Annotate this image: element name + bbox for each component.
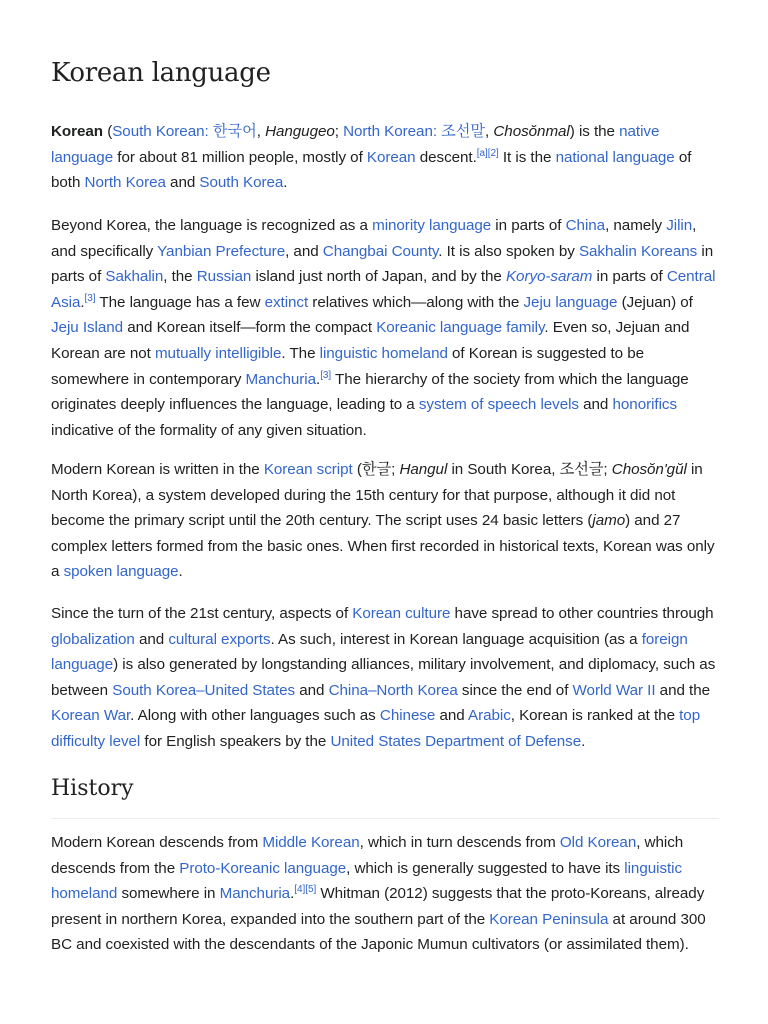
text: The hierarchy of the society from which the language originates deeply influences the language, leading to a [51, 370, 689, 414]
paragraph-script [51, 457, 719, 585]
link-proto-koreanic[interactable]: Proto-Koreanic language [179, 859, 347, 877]
link-national-language[interactable]: national language [555, 148, 675, 166]
link-korean-script[interactable]: Korean script [263, 461, 353, 478]
text: relatives which—along with the [308, 293, 524, 311]
page-title: Korean language [51, 58, 271, 88]
bold-term: Korean [51, 123, 104, 140]
text: , the [163, 268, 197, 286]
intro-paragraph [51, 119, 719, 196]
text: . As such, interest in Korean language acquisition (as a [270, 630, 642, 648]
text: indicative of the formality of any given situation. [51, 421, 367, 439]
heading-divider [51, 818, 719, 819]
text: and [295, 681, 329, 699]
link-central-asia[interactable]: Central Asia [51, 268, 716, 311]
text: , which descends from the [51, 834, 684, 877]
section-heading-history: History [51, 776, 134, 801]
paragraph-history [51, 830, 719, 958]
link-middle-korean[interactable]: Middle Korean [262, 834, 360, 851]
citation[interactable]: [a][2] [476, 147, 499, 159]
link-sk-us[interactable]: South Korea–United States [112, 681, 296, 699]
link-koryo-saram[interactable]: Koryo-saram [505, 268, 593, 286]
text: . The [281, 344, 320, 362]
text: (한글; [352, 461, 400, 478]
paragraph-21st-century [51, 601, 719, 755]
link-yanbian[interactable]: Yanbian Prefecture [157, 242, 286, 260]
link-korean[interactable]: Korean [366, 148, 416, 166]
link-old-korean[interactable]: Old Korean [559, 834, 637, 851]
text: . It is also spoken by [438, 242, 579, 260]
link-sakhalin-koreans[interactable]: Sakhalin Koreans [578, 242, 698, 260]
text: . Even so, Jejuan and Korean are not [51, 319, 690, 362]
text: and [435, 707, 468, 725]
italic-term: Hangugeo [265, 123, 335, 140]
link-north-korea[interactable]: North Korea [84, 174, 166, 192]
text: It is the [498, 148, 556, 166]
citation[interactable]: [3] [84, 292, 96, 304]
italic-term: Chosŏnmal [493, 123, 570, 140]
text: ) is the [569, 123, 620, 140]
text: , Korean is ranked at the [510, 707, 680, 725]
link-speech-levels[interactable]: system of speech levels [418, 396, 579, 414]
link-korean-war[interactable]: Korean War [51, 707, 131, 725]
text: and the [655, 681, 710, 699]
link-spoken-language[interactable]: spoken language [63, 563, 179, 581]
link-changbai[interactable]: Changbai County [322, 242, 439, 260]
text: The language has a few [95, 293, 265, 311]
link-ww2[interactable]: World War II [572, 681, 656, 699]
link-honorifics[interactable]: honorifics [612, 396, 677, 414]
text: in parts of [51, 242, 714, 286]
text: . [290, 885, 295, 903]
text: . [283, 174, 288, 192]
text: , namely [605, 217, 667, 234]
text: , and specifically [51, 217, 697, 260]
text: in North Korea), a system developed during the 15th century for that purpose, although it did not become the primary script until the 20th century. The script uses 24 basic letters ( [51, 461, 703, 530]
text: for about 81 million people, mostly of [113, 148, 367, 166]
link-extinct[interactable]: extinct [264, 293, 309, 311]
text: and [165, 174, 200, 192]
text: of both [51, 148, 692, 192]
text: in parts of [491, 217, 566, 234]
text: descent. [415, 148, 477, 166]
text: ) and 27 complex letters formed from the basic ones. When first recorded in historical texts, Korean was only a [51, 512, 715, 581]
text: , [256, 123, 266, 140]
text: since the end of [457, 681, 573, 699]
text: ) is also generated by longstanding alliances, military involvement, and diplomacy, such as between [51, 656, 716, 699]
link-chinese[interactable]: Chinese [379, 707, 436, 725]
text: . [178, 563, 183, 581]
text: Modern Korean is written in the [51, 461, 264, 478]
text: , which in turn descends from [359, 834, 560, 851]
text: , [485, 123, 494, 140]
citation[interactable]: [3] [320, 369, 332, 381]
link-top-difficulty[interactable]: top difficulty level [51, 707, 701, 750]
italic-term: jamo [592, 512, 626, 530]
text: . [581, 732, 586, 750]
link-arabic[interactable]: Arabic [467, 707, 511, 725]
link-cultural-exports[interactable]: cultural exports [168, 630, 271, 648]
text: for English speakers by the [140, 732, 331, 750]
link-china-nk[interactable]: China–North Korea [328, 681, 458, 699]
link-koreanic-family[interactable]: Koreanic language family [376, 319, 545, 337]
link-native-language[interactable]: native language [51, 123, 660, 166]
text: island just north of Japan, and by the [251, 268, 506, 286]
link-korean-culture[interactable]: Korean culture [352, 605, 451, 622]
text: ; [334, 123, 344, 140]
text: in South Korea, 조선글; [447, 461, 612, 478]
link-jeju-language[interactable]: Jeju language [523, 293, 618, 311]
text: . Along with other languages such as [130, 707, 380, 725]
paragraph-beyond-korea [51, 213, 719, 443]
link-mutually-intelligible[interactable]: mutually intelligible [154, 344, 282, 362]
link-linguistic-homeland[interactable]: linguistic homeland [51, 859, 683, 903]
text: somewhere in [117, 885, 220, 903]
text: Modern Korean descends from [51, 834, 263, 851]
text: Beyond Korea, the language is recognized as a [51, 217, 373, 234]
text: at around 300 BC and coexisted with the descendants of the Japonic Mumun cultivators (or assimilated them). [51, 910, 706, 954]
link-dod[interactable]: United States Department of Defense [330, 732, 582, 750]
link-jeju-island[interactable]: Jeju Island [51, 319, 124, 337]
text: have spread to other countries through [450, 605, 714, 622]
citation[interactable]: [4][5] [294, 884, 317, 896]
text: , and [285, 242, 323, 260]
link-jilin[interactable]: Jilin [666, 217, 693, 234]
text: and [578, 396, 613, 414]
text: Whitman (2012) suggests that the proto-Koreans, already present in northern Korea, expanded into the southern part of the [51, 885, 705, 928]
link-south-korean[interactable]: South Korean: 한국어 [112, 123, 257, 140]
text: in parts of [592, 268, 667, 286]
text: . [316, 370, 321, 388]
link-globalization[interactable]: globalization [51, 630, 135, 648]
link-russian[interactable]: Russian [196, 268, 252, 286]
text: , which is generally suggested to have its [346, 859, 625, 877]
link-foreign-language[interactable]: foreign language [51, 630, 688, 674]
link-north-korean[interactable]: North Korean: 조선말 [343, 123, 486, 140]
italic-term: Hangul [399, 461, 448, 478]
text: (Jejuan) of [617, 293, 693, 311]
text: and Korean itself—form the compact [123, 319, 377, 337]
link-china[interactable]: China [565, 217, 606, 234]
link-korean-peninsula[interactable]: Korean Peninsula [489, 910, 609, 928]
link-linguistic-homeland[interactable]: linguistic homeland [319, 344, 448, 362]
link-sakhalin[interactable]: Sakhalin [105, 268, 164, 286]
text: of Korean is suggested to be somewhere in contemporary [51, 344, 644, 388]
text: Since the turn of the 21st century, aspects of [51, 605, 353, 622]
link-minority-language[interactable]: minority language [372, 217, 492, 234]
italic-term: Chosŏn'gŭl [611, 461, 687, 478]
text: and [134, 630, 169, 648]
link-south-korea[interactable]: South Korea [199, 174, 284, 192]
link-manchuria[interactable]: Manchuria [245, 370, 317, 388]
text: . [80, 293, 85, 311]
text: ( [103, 123, 113, 140]
link-manchuria[interactable]: Manchuria [219, 885, 291, 903]
